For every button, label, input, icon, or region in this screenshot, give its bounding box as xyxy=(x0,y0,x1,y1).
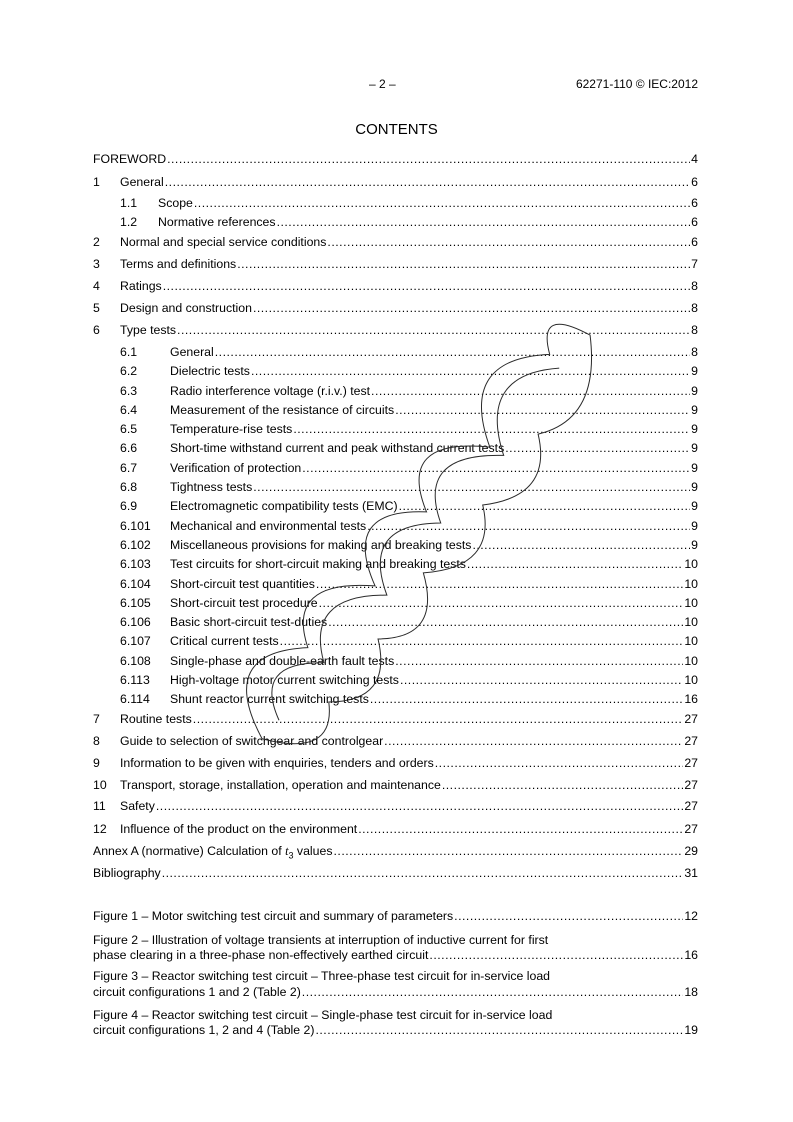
dot-leader xyxy=(293,422,690,436)
dot-leader xyxy=(156,799,683,813)
toc-entry[interactable] xyxy=(120,654,698,668)
toc-entry-title: General xyxy=(120,175,164,189)
toc-entry-title: Test circuits for short-circuit making and breaking tests xyxy=(170,557,466,571)
toc-entry-title: High-voltage motor current switching tests xyxy=(170,673,399,687)
toc-entry[interactable] xyxy=(93,301,698,315)
toc-entry[interactable] xyxy=(93,734,698,748)
dot-leader xyxy=(165,175,690,189)
toc-entry-title: Safety xyxy=(120,799,155,813)
toc-page-number: 27 xyxy=(684,778,698,792)
toc-page-number: 29 xyxy=(684,844,698,858)
dot-leader xyxy=(454,909,683,923)
toc-entry[interactable] xyxy=(93,323,698,337)
toc-entry-title: Short-circuit test quantities xyxy=(170,577,315,591)
toc-page-number: 10 xyxy=(684,577,698,591)
toc-entry[interactable] xyxy=(120,441,698,455)
toc-entry-title: Short-time withstand current and peak withstand current tests xyxy=(170,441,505,455)
dot-leader xyxy=(505,441,690,455)
toc-entry-title: Terms and definitions xyxy=(120,257,237,271)
toc-page-number: 8 xyxy=(691,301,698,315)
toc-entry[interactable] xyxy=(93,257,698,271)
toc-entry-number: 6.4 xyxy=(120,403,138,417)
toc-entry-number: 6 xyxy=(93,323,100,337)
figure-entry[interactable] xyxy=(93,1023,698,1037)
toc-page-number: 27 xyxy=(684,756,698,770)
dot-leader xyxy=(429,948,683,962)
figure-entry-title: circuit configurations 1 and 2 (Table 2) xyxy=(93,985,301,999)
toc-page-number: 9 xyxy=(691,441,698,455)
toc-page-number: 27 xyxy=(684,712,698,726)
toc-page-number: 10 xyxy=(684,557,698,571)
toc-entry-title: General xyxy=(170,345,214,359)
toc-entry-title: Guide to selection of switchgear and controlgear xyxy=(120,734,384,748)
toc-entry-number: 7 xyxy=(93,712,100,726)
toc-entry[interactable] xyxy=(93,712,698,726)
toc-entry-title: Normative references xyxy=(158,215,276,229)
toc-entry-number: 6.2 xyxy=(120,364,138,378)
dot-leader xyxy=(399,499,691,513)
toc-entry[interactable] xyxy=(120,403,698,417)
toc-page-number: 9 xyxy=(691,519,698,533)
dot-leader xyxy=(167,152,690,166)
toc-entry-number: 6.104 xyxy=(120,577,151,591)
toc-entry-title: Shunt reactor current switching tests xyxy=(170,692,369,706)
toc-entry-number: 6.114 xyxy=(120,692,150,706)
figure-entry-title[interactable]: Figure 3 – Reactor switching test circuit – Three-phase test circuit for in-service load xyxy=(93,969,550,983)
dot-leader xyxy=(400,673,683,687)
toc-page-number: 10 xyxy=(684,654,698,668)
toc-entry-number: 6.6 xyxy=(120,441,138,455)
figure-entry-title[interactable]: Figure 4 – Reactor switching test circuit – Single-phase test circuit for in-service load xyxy=(93,1008,553,1022)
dot-leader xyxy=(467,557,683,571)
toc-entry-title: Normal and special service conditions xyxy=(120,235,327,249)
toc-entry-title: Dielectric tests xyxy=(170,364,250,378)
toc-entry[interactable] xyxy=(93,778,698,792)
toc-page-number: 27 xyxy=(684,799,698,813)
figure-entry[interactable] xyxy=(93,909,698,923)
toc-entry-title: Single-phase and double-earth fault tests xyxy=(170,654,395,668)
toc-entry[interactable] xyxy=(120,615,698,629)
dot-leader xyxy=(302,461,690,475)
toc-page-number: 9 xyxy=(691,499,698,513)
toc-entry[interactable] xyxy=(120,461,698,475)
toc-page-number: 4 xyxy=(691,152,698,166)
toc-entry[interactable] xyxy=(93,152,698,166)
toc-page-number: 9 xyxy=(691,538,698,552)
toc-entry-number: 6.9 xyxy=(120,499,138,513)
toc-entry-title xyxy=(93,844,332,862)
toc-entry-title: Critical current tests xyxy=(170,634,279,648)
figure-entry-title: circuit configurations 1, 2 and 4 (Table 2) xyxy=(93,1023,315,1037)
toc-entry-number: 6.106 xyxy=(120,615,151,629)
dot-leader xyxy=(395,403,690,417)
dot-leader xyxy=(370,692,683,706)
dot-leader xyxy=(251,364,690,378)
toc-page-number: 9 xyxy=(691,480,698,494)
toc-page-number: 31 xyxy=(684,866,698,880)
toc-entry[interactable] xyxy=(93,279,698,293)
toc-page-number: 7 xyxy=(691,257,698,271)
toc-entry[interactable] xyxy=(120,596,698,610)
figure-page-number: 16 xyxy=(684,948,698,962)
toc-entry[interactable] xyxy=(120,499,698,513)
toc-entry-title: Information to be given with enquiries, tenders and orders xyxy=(120,756,434,770)
toc-entry[interactable] xyxy=(93,822,698,836)
toc-page-number: 10 xyxy=(684,615,698,629)
page-title: CONTENTS xyxy=(355,121,438,138)
figure-entry[interactable] xyxy=(93,985,698,999)
toc-entry-title: Routine tests xyxy=(120,712,192,726)
toc-page-number: 9 xyxy=(691,364,698,378)
toc-entry-title: Basic short-circuit test-duties xyxy=(170,615,328,629)
figure-page-number: 18 xyxy=(684,985,698,999)
toc-page-number: 9 xyxy=(691,403,698,417)
dot-leader xyxy=(315,1023,683,1037)
toc-page-number: 9 xyxy=(691,422,698,436)
figure-entry-title: phase clearing in a three-phase non-effectively earthed circuit xyxy=(93,948,429,962)
toc-entry[interactable] xyxy=(120,480,698,494)
toc-entry[interactable] xyxy=(93,175,698,189)
toc-entry[interactable] xyxy=(120,196,698,210)
toc-entry-number: 6.101 xyxy=(120,519,151,533)
toc-entry[interactable] xyxy=(93,844,698,862)
toc-entry-number: 10 xyxy=(93,778,107,792)
toc-entry[interactable] xyxy=(93,235,698,249)
figure-page-number: 12 xyxy=(684,909,698,923)
toc-entry-number: 6.5 xyxy=(120,422,138,436)
toc-page-number: 16 xyxy=(684,692,698,706)
toc-page-number: 10 xyxy=(684,673,698,687)
toc-entry[interactable] xyxy=(120,364,698,378)
toc-page-number: 27 xyxy=(684,734,698,748)
toc-entry[interactable] xyxy=(93,866,698,880)
dot-leader xyxy=(194,196,690,210)
dot-leader xyxy=(177,323,690,337)
toc-entry-title: Transport, storage, installation, operation and maintenance xyxy=(120,778,441,792)
toc-entry-number: 6.3 xyxy=(120,384,138,398)
toc-entry-number: 1 xyxy=(93,175,100,189)
toc-page-number: 10 xyxy=(684,596,698,610)
document-id: 62271-110 © IEC:2012 xyxy=(575,77,698,91)
toc-page-number: 9 xyxy=(691,384,698,398)
toc-entry-title: Influence of the product on the environment xyxy=(120,822,358,836)
dot-leader xyxy=(442,778,683,792)
toc-entry-title: Type tests xyxy=(120,323,177,337)
dot-leader xyxy=(328,615,683,629)
toc-entry-title: Design and construction xyxy=(120,301,252,315)
toc-entry-title: Scope xyxy=(158,196,193,210)
dot-leader xyxy=(435,756,684,770)
toc-entry-number: 5 xyxy=(93,301,100,315)
toc-entry-title: Ratings xyxy=(120,279,162,293)
toc-entry-number: 6.102 xyxy=(120,538,151,552)
dot-leader xyxy=(280,634,684,648)
toc-entry-title: Electromagnetic compatibility tests (EMC) xyxy=(170,499,398,513)
toc-entry-number: 6.108 xyxy=(120,654,151,668)
toc-entry-number: 9 xyxy=(93,756,100,770)
figure-page-number: 19 xyxy=(684,1023,698,1037)
toc-entry[interactable] xyxy=(120,519,698,533)
toc-entry-number: 3 xyxy=(93,257,100,271)
toc-entry[interactable] xyxy=(120,673,698,687)
figure-entry[interactable] xyxy=(93,948,698,962)
toc-page-number: 8 xyxy=(691,345,698,359)
dot-leader xyxy=(371,384,690,398)
dot-leader xyxy=(237,257,690,271)
figure-entry-title: Figure 1 – Motor switching test circuit and summary of parameters xyxy=(93,909,454,923)
toc-entry[interactable] xyxy=(120,422,698,436)
toc-page-number: 27 xyxy=(684,822,698,836)
dot-leader xyxy=(193,712,684,726)
toc-entry[interactable] xyxy=(120,384,698,398)
toc-entry-title: Verification of protection xyxy=(170,461,302,475)
toc-entry[interactable] xyxy=(120,345,698,359)
toc-entry[interactable] xyxy=(120,692,698,706)
toc-entry-title: Measurement of the resistance of circuits xyxy=(170,403,395,417)
toc-page-number: 6 xyxy=(691,196,698,210)
toc-page-number: 10 xyxy=(684,634,698,648)
dot-leader xyxy=(215,345,690,359)
toc-entry-number: 2 xyxy=(93,235,100,249)
toc-page-number: 8 xyxy=(691,323,698,337)
toc-entry-number: 6.8 xyxy=(120,480,138,494)
toc-entry-number: 6.113 xyxy=(120,673,150,687)
toc-entry-title: Mechanical and environmental tests xyxy=(170,519,367,533)
toc-entry-title: FOREWORD xyxy=(93,152,167,166)
dot-leader xyxy=(253,301,690,315)
toc-entry-number: 11 xyxy=(93,799,106,813)
toc-entry-number: 6.103 xyxy=(120,557,151,571)
toc-entry-title: Short-circuit test procedure xyxy=(170,596,318,610)
toc-entry-number: 1.1 xyxy=(120,196,138,210)
dot-leader xyxy=(327,235,690,249)
toc-entry[interactable] xyxy=(120,557,698,571)
toc-entry-title: Tightness tests xyxy=(170,480,253,494)
toc-entry[interactable] xyxy=(93,756,698,770)
dot-leader xyxy=(358,822,683,836)
dot-leader xyxy=(333,844,683,858)
toc-entry[interactable] xyxy=(120,215,698,229)
toc-entry-number: 6.105 xyxy=(120,596,151,610)
toc-entry[interactable] xyxy=(120,577,698,591)
toc-page-number: 6 xyxy=(691,215,698,229)
dot-leader xyxy=(319,596,684,610)
math-variable: t xyxy=(285,844,289,858)
dot-leader xyxy=(316,577,683,591)
toc-entry-number: 6.1 xyxy=(120,345,138,359)
dot-leader xyxy=(277,215,691,229)
dot-leader xyxy=(384,734,683,748)
toc-entry-title: Bibliography xyxy=(93,866,161,880)
toc-entry-number: 4 xyxy=(93,279,100,293)
dot-leader xyxy=(253,480,690,494)
toc-entry-title-text: values xyxy=(293,844,333,858)
toc-entry-title: Radio interference voltage (r.i.v.) test xyxy=(170,384,371,398)
toc-entry-number: 6.107 xyxy=(120,634,151,648)
dot-leader xyxy=(367,519,690,533)
toc-entry-number: 6.7 xyxy=(120,461,138,475)
toc-page-number: 8 xyxy=(691,279,698,293)
figure-entry-title[interactable]: Figure 2 – Illustration of voltage transients at interruption of inductive current for first xyxy=(93,933,549,947)
dot-leader xyxy=(302,985,684,999)
toc-page-number: 6 xyxy=(691,235,698,249)
toc-entry-title: Temperature-rise tests xyxy=(170,422,293,436)
page-number: – 2 – xyxy=(369,77,396,91)
dot-leader xyxy=(162,866,684,880)
dot-leader xyxy=(395,654,683,668)
toc-page-number: 9 xyxy=(691,461,698,475)
toc-entry[interactable] xyxy=(93,799,698,813)
toc-entry-title: Miscellaneous provisions for making and breaking tests xyxy=(170,538,472,552)
toc-entry[interactable] xyxy=(120,634,698,648)
dot-leader xyxy=(163,279,690,293)
toc-entry-number: 8 xyxy=(93,734,100,748)
dot-leader xyxy=(472,538,690,552)
toc-entry[interactable] xyxy=(120,538,698,552)
math-subscript: 3 xyxy=(288,850,294,861)
toc-entry-number: 12 xyxy=(93,822,107,836)
toc-entry-title-text: Annex A (normative) Calculation of xyxy=(93,844,282,858)
toc-entry-number: 1.2 xyxy=(120,215,138,229)
toc-page-number: 6 xyxy=(691,175,698,189)
